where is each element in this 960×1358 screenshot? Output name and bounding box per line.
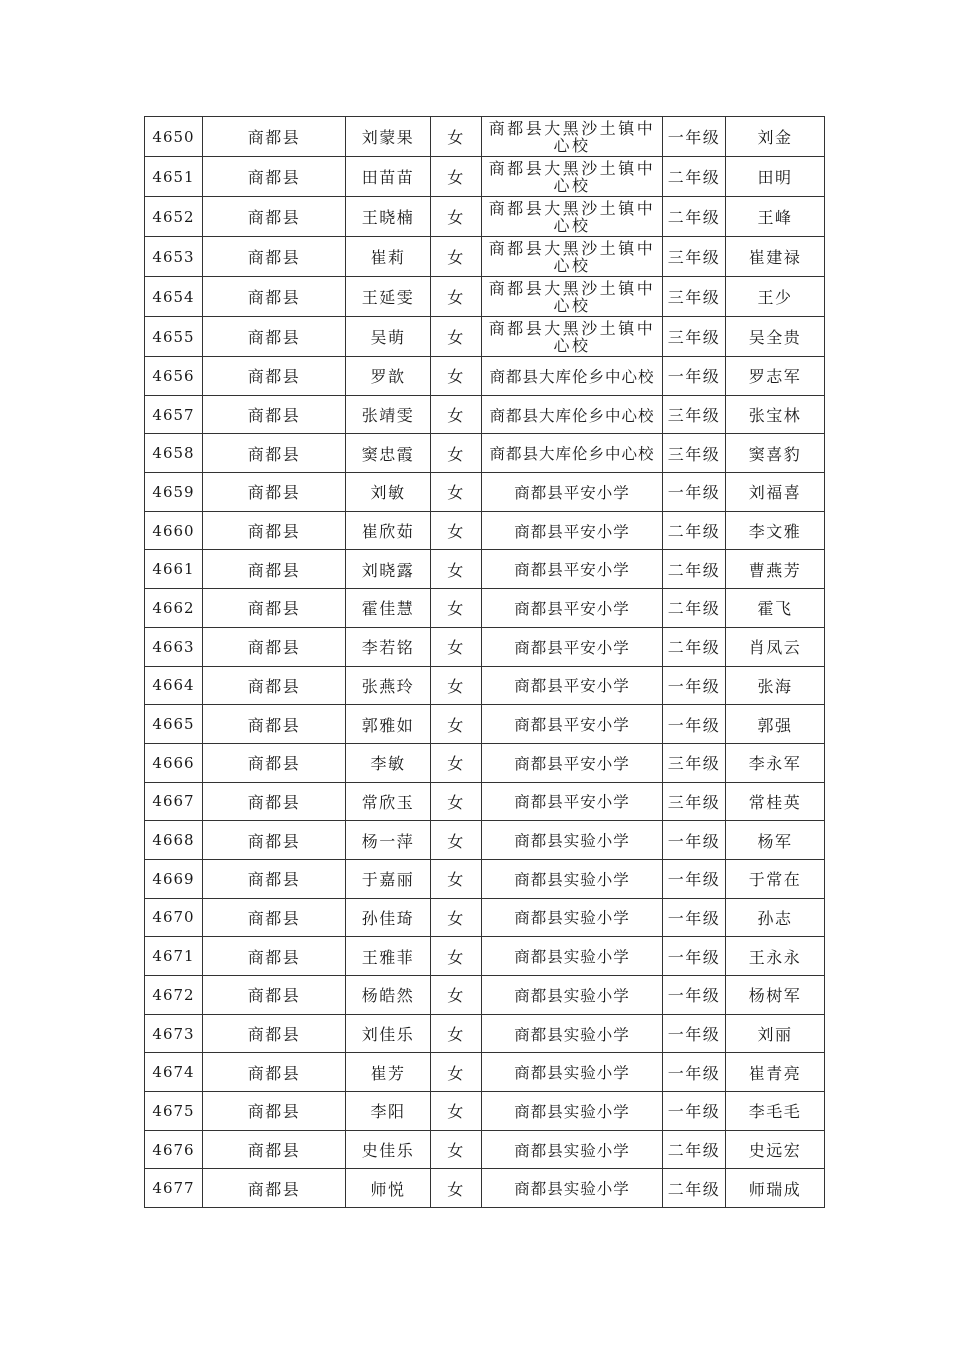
table-row: [145, 277, 825, 317]
cell-grade: 一年级: [663, 821, 726, 860]
cell-grade: 二年级: [663, 197, 726, 237]
roster-body: [145, 117, 825, 1208]
cell-county: 商都县: [203, 859, 346, 898]
cell-school: 商都县平安小学: [482, 589, 663, 628]
cell-student-name: 李阳: [346, 1092, 431, 1131]
cell-school: 商都县实验小学: [482, 1092, 663, 1131]
cell-number: 4661: [145, 550, 203, 589]
cell-grade: 一年级: [663, 1092, 726, 1131]
cell-county: 商都县: [203, 357, 346, 396]
cell-guardian: 李永军: [726, 743, 825, 782]
cell-county: 商都县: [203, 473, 346, 512]
cell-student-name: 李若铭: [346, 627, 431, 666]
cell-number: 4657: [145, 395, 203, 434]
cell-number: 4666: [145, 743, 203, 782]
cell-number: 4672: [145, 976, 203, 1015]
cell-county: 商都县: [203, 1092, 346, 1131]
cell-gender: 女: [431, 395, 482, 434]
table-row: [145, 550, 825, 589]
cell-gender: 女: [431, 743, 482, 782]
cell-guardian: 吴全贵: [726, 317, 825, 357]
table-row: [145, 705, 825, 744]
cell-school: 商都县实验小学: [482, 898, 663, 937]
cell-number: 4662: [145, 589, 203, 628]
cell-guardian: 张海: [726, 666, 825, 705]
cell-number: 4664: [145, 666, 203, 705]
cell-gender: 女: [431, 1169, 482, 1208]
cell-student-name: 崔莉: [346, 237, 431, 277]
cell-student-name: 田苗苗: [346, 157, 431, 197]
cell-gender: 女: [431, 1053, 482, 1092]
cell-gender: 女: [431, 1092, 482, 1131]
cell-grade: 二年级: [663, 1130, 726, 1169]
cell-grade: 三年级: [663, 237, 726, 277]
cell-gender: 女: [431, 473, 482, 512]
cell-guardian: 窦喜豹: [726, 434, 825, 473]
cell-student-name: 霍佳慧: [346, 589, 431, 628]
cell-grade: 二年级: [663, 157, 726, 197]
cell-student-name: 王延雯: [346, 277, 431, 317]
table-row: [145, 1092, 825, 1131]
table-row: [145, 1014, 825, 1053]
student-roster-table: [144, 116, 825, 1208]
cell-guardian: 刘金: [726, 117, 825, 157]
cell-gender: 女: [431, 821, 482, 860]
table-row: [145, 1053, 825, 1092]
cell-grade: 一年级: [663, 117, 726, 157]
cell-school: 商都县平安小学: [482, 511, 663, 550]
cell-number: 4673: [145, 1014, 203, 1053]
cell-gender: 女: [431, 434, 482, 473]
cell-number: 4654: [145, 277, 203, 317]
table-row: [145, 237, 825, 277]
cell-student-name: 王雅菲: [346, 937, 431, 976]
table-row: [145, 666, 825, 705]
cell-county: 商都县: [203, 782, 346, 821]
cell-grade: 二年级: [663, 550, 726, 589]
cell-student-name: 刘敏: [346, 473, 431, 512]
cell-student-name: 窦忠霞: [346, 434, 431, 473]
cell-school: 商都县实验小学: [482, 821, 663, 860]
cell-grade: 一年级: [663, 898, 726, 937]
cell-student-name: 刘蒙果: [346, 117, 431, 157]
cell-school: 商都县实验小学: [482, 1014, 663, 1053]
table-row: [145, 1169, 825, 1208]
cell-number: 4651: [145, 157, 203, 197]
cell-guardian: 王永永: [726, 937, 825, 976]
cell-guardian: 张宝林: [726, 395, 825, 434]
cell-grade: 三年级: [663, 277, 726, 317]
cell-county: 商都县: [203, 511, 346, 550]
cell-grade: 一年级: [663, 937, 726, 976]
cell-guardian: 郭强: [726, 705, 825, 744]
cell-student-name: 杨一萍: [346, 821, 431, 860]
cell-school: 商都县平安小学: [482, 473, 663, 512]
cell-county: 商都县: [203, 1014, 346, 1053]
table-row: [145, 589, 825, 628]
cell-gender: 女: [431, 705, 482, 744]
cell-county: 商都县: [203, 277, 346, 317]
table-row: [145, 859, 825, 898]
cell-school: 商都县大黑沙土镇中心校: [482, 317, 663, 357]
cell-grade: 一年级: [663, 1053, 726, 1092]
cell-school: 商都县平安小学: [482, 550, 663, 589]
cell-school: 商都县大库伦乡中心校: [482, 395, 663, 434]
cell-number: 4652: [145, 197, 203, 237]
cell-gender: 女: [431, 859, 482, 898]
cell-school: 商都县大库伦乡中心校: [482, 434, 663, 473]
cell-grade: 三年级: [663, 395, 726, 434]
cell-gender: 女: [431, 937, 482, 976]
cell-county: 商都县: [203, 550, 346, 589]
cell-guardian: 刘丽: [726, 1014, 825, 1053]
cell-school: 商都县平安小学: [482, 705, 663, 744]
cell-student-name: 史佳乐: [346, 1130, 431, 1169]
cell-school: 商都县大黑沙土镇中心校: [482, 157, 663, 197]
cell-grade: 二年级: [663, 1169, 726, 1208]
cell-county: 商都县: [203, 1169, 346, 1208]
cell-county: 商都县: [203, 898, 346, 937]
cell-gender: 女: [431, 157, 482, 197]
cell-school: 商都县平安小学: [482, 627, 663, 666]
cell-grade: 三年级: [663, 743, 726, 782]
cell-number: 4665: [145, 705, 203, 744]
cell-gender: 女: [431, 511, 482, 550]
cell-school: 商都县实验小学: [482, 1130, 663, 1169]
cell-student-name: 刘佳乐: [346, 1014, 431, 1053]
cell-guardian: 王峰: [726, 197, 825, 237]
cell-guardian: 史远宏: [726, 1130, 825, 1169]
table-row: [145, 434, 825, 473]
cell-gender: 女: [431, 589, 482, 628]
cell-county: 商都县: [203, 666, 346, 705]
cell-school: 商都县大黑沙土镇中心校: [482, 197, 663, 237]
cell-gender: 女: [431, 976, 482, 1015]
table-row: [145, 1130, 825, 1169]
cell-student-name: 崔欣茹: [346, 511, 431, 550]
cell-number: 4670: [145, 898, 203, 937]
cell-grade: 一年级: [663, 705, 726, 744]
cell-county: 商都县: [203, 976, 346, 1015]
cell-grade: 三年级: [663, 782, 726, 821]
table-row: [145, 937, 825, 976]
cell-gender: 女: [431, 782, 482, 821]
cell-county: 商都县: [203, 589, 346, 628]
cell-county: 商都县: [203, 743, 346, 782]
cell-gender: 女: [431, 277, 482, 317]
cell-county: 商都县: [203, 1130, 346, 1169]
cell-number: 4663: [145, 627, 203, 666]
cell-grade: 三年级: [663, 434, 726, 473]
cell-county: 商都县: [203, 627, 346, 666]
cell-gender: 女: [431, 197, 482, 237]
cell-student-name: 郭雅如: [346, 705, 431, 744]
cell-number: 4655: [145, 317, 203, 357]
cell-grade: 二年级: [663, 589, 726, 628]
table-row: [145, 743, 825, 782]
cell-student-name: 张燕玲: [346, 666, 431, 705]
cell-guardian: 常桂英: [726, 782, 825, 821]
cell-gender: 女: [431, 1014, 482, 1053]
cell-school: 商都县实验小学: [482, 1169, 663, 1208]
cell-county: 商都县: [203, 937, 346, 976]
cell-student-name: 王晓楠: [346, 197, 431, 237]
cell-county: 商都县: [203, 317, 346, 357]
cell-grade: 二年级: [663, 511, 726, 550]
cell-number: 4667: [145, 782, 203, 821]
cell-number: 4669: [145, 859, 203, 898]
table-row: [145, 395, 825, 434]
cell-county: 商都县: [203, 1053, 346, 1092]
cell-guardian: 崔青亮: [726, 1053, 825, 1092]
cell-gender: 女: [431, 666, 482, 705]
cell-student-name: 常欣玉: [346, 782, 431, 821]
cell-grade: 一年级: [663, 473, 726, 512]
table-row: [145, 511, 825, 550]
cell-student-name: 张靖雯: [346, 395, 431, 434]
cell-student-name: 于嘉丽: [346, 859, 431, 898]
cell-guardian: 曹燕芳: [726, 550, 825, 589]
cell-school: 商都县平安小学: [482, 666, 663, 705]
cell-school: 商都县大库伦乡中心校: [482, 357, 663, 396]
cell-county: 商都县: [203, 157, 346, 197]
cell-number: 4660: [145, 511, 203, 550]
cell-guardian: 罗志军: [726, 357, 825, 396]
cell-grade: 一年级: [663, 976, 726, 1015]
cell-grade: 一年级: [663, 666, 726, 705]
cell-guardian: 孙志: [726, 898, 825, 937]
cell-gender: 女: [431, 357, 482, 396]
cell-county: 商都县: [203, 705, 346, 744]
cell-student-name: 罗歆: [346, 357, 431, 396]
cell-guardian: 杨树军: [726, 976, 825, 1015]
cell-school: 商都县平安小学: [482, 782, 663, 821]
cell-guardian: 于常在: [726, 859, 825, 898]
cell-guardian: 李毛毛: [726, 1092, 825, 1131]
cell-number: 4656: [145, 357, 203, 396]
cell-student-name: 吴萌: [346, 317, 431, 357]
cell-county: 商都县: [203, 197, 346, 237]
cell-student-name: 刘晓露: [346, 550, 431, 589]
cell-number: 4671: [145, 937, 203, 976]
cell-number: 4658: [145, 434, 203, 473]
cell-student-name: 师悦: [346, 1169, 431, 1208]
table-row: [145, 627, 825, 666]
cell-number: 4676: [145, 1130, 203, 1169]
cell-school: 商都县实验小学: [482, 976, 663, 1015]
cell-county: 商都县: [203, 395, 346, 434]
table-row: [145, 976, 825, 1015]
cell-student-name: 杨皓然: [346, 976, 431, 1015]
cell-grade: 一年级: [663, 1014, 726, 1053]
cell-school: 商都县大黑沙土镇中心校: [482, 237, 663, 277]
cell-grade: 一年级: [663, 859, 726, 898]
cell-number: 4668: [145, 821, 203, 860]
table-row: [145, 473, 825, 512]
cell-gender: 女: [431, 117, 482, 157]
table-row: [145, 357, 825, 396]
table-row: [145, 197, 825, 237]
cell-gender: 女: [431, 627, 482, 666]
table-row: [145, 157, 825, 197]
cell-county: 商都县: [203, 821, 346, 860]
cell-student-name: 李敏: [346, 743, 431, 782]
table-row: [145, 117, 825, 157]
table-row: [145, 821, 825, 860]
cell-grade: 三年级: [663, 317, 726, 357]
cell-number: 4675: [145, 1092, 203, 1131]
cell-number: 4677: [145, 1169, 203, 1208]
cell-number: 4659: [145, 473, 203, 512]
cell-gender: 女: [431, 237, 482, 277]
cell-grade: 二年级: [663, 627, 726, 666]
cell-school: 商都县平安小学: [482, 743, 663, 782]
cell-guardian: 王少: [726, 277, 825, 317]
cell-county: 商都县: [203, 117, 346, 157]
cell-student-name: 孙佳琦: [346, 898, 431, 937]
table-row: [145, 317, 825, 357]
cell-county: 商都县: [203, 237, 346, 277]
cell-gender: 女: [431, 317, 482, 357]
cell-number: 4650: [145, 117, 203, 157]
cell-gender: 女: [431, 1130, 482, 1169]
cell-guardian: 师瑞成: [726, 1169, 825, 1208]
cell-school: 商都县实验小学: [482, 1053, 663, 1092]
cell-guardian: 霍飞: [726, 589, 825, 628]
cell-guardian: 刘福喜: [726, 473, 825, 512]
cell-school: 商都县实验小学: [482, 937, 663, 976]
cell-county: 商都县: [203, 434, 346, 473]
cell-guardian: 李文雅: [726, 511, 825, 550]
cell-gender: 女: [431, 898, 482, 937]
cell-number: 4653: [145, 237, 203, 277]
cell-grade: 一年级: [663, 357, 726, 396]
cell-guardian: 杨军: [726, 821, 825, 860]
table-row: [145, 782, 825, 821]
cell-student-name: 崔芳: [346, 1053, 431, 1092]
cell-guardian: 崔建禄: [726, 237, 825, 277]
cell-guardian: 肖凤云: [726, 627, 825, 666]
cell-number: 4674: [145, 1053, 203, 1092]
cell-gender: 女: [431, 550, 482, 589]
cell-school: 商都县实验小学: [482, 859, 663, 898]
cell-guardian: 田明: [726, 157, 825, 197]
cell-school: 商都县大黑沙土镇中心校: [482, 277, 663, 317]
cell-school: 商都县大黑沙土镇中心校: [482, 117, 663, 157]
table-row: [145, 898, 825, 937]
